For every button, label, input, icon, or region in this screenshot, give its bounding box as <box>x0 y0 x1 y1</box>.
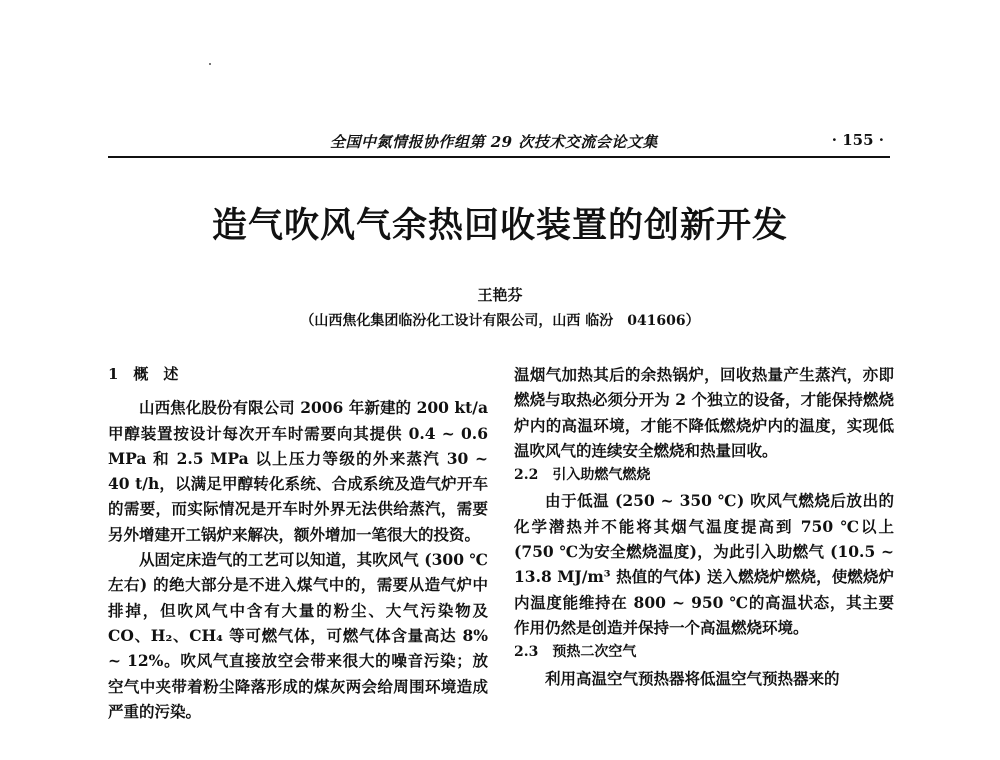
subsection-heading-2-2: 2.2 引入助燃气燃烧 <box>514 467 651 484</box>
journal-title: 全国中氮情报协作组第 29 次技术交流会论文集 <box>330 133 658 151</box>
left-column <box>108 362 488 724</box>
author-affiliation: （山西焦化集团临汾化工设计有限公司，山西 临汾 041606） <box>300 313 700 329</box>
paragraph-1: 山西焦化股份有限公司 2006 年新建的 200 kt/a 甲醇装置按设计每次开车时需要向其提供 0.4 ~ 0.6 MPa 和 2.5 MPa 以上压力等级的外来蒸汽 30 ~ 40 t/h，以满足甲醇转化系统、合成系统及造气炉开车的需要，而实际情况是开车时外界无法供给蒸汽，需要另外增建开工锅炉来解决，额外增加一笔很大的投资。 <box>108 398 488 544</box>
paragraph-2-2: 由于低温 (250 ~ 350 ℃) 吹风气燃烧后放出的化学潜热并不能将其烟气温度提高到 750 ℃以上 (750 ℃为安全燃烧温度)，为此引入助燃气 (10.5 ~ 13.8 MJ/m³ 热值的气体) 送入燃烧炉燃烧，使燃烧炉内温度能维持在 800 ~ 950 ℃的高温状态，其主要作用仍然是创造并保持一个高温燃烧环境。 <box>514 491 894 637</box>
subsection-heading-2-3: 2.3 预热二次空气 <box>514 644 637 661</box>
header-rule <box>108 156 890 158</box>
paragraph-2-3: 利用高温空气预热器将低温空气预热器来的 <box>545 668 840 688</box>
article-title: 造气吹风气余热回收装置的创新开发 <box>211 205 788 246</box>
right-column <box>514 362 894 691</box>
paragraph-continued: 温烟气加热其后的余热锅炉，回收热量产生蒸汽，亦即燃烧与取热必须分开为 2 个独立的设备，才能保持燃烧炉内的高温环境，才能不降低燃烧炉内的温度，实现低温吹风气的连续安全燃烧和热量回收。 <box>514 365 894 460</box>
scan-speck <box>209 63 211 65</box>
page-number: · 155 · <box>831 131 884 149</box>
section-heading-1: 1 概 述 <box>108 365 179 383</box>
paragraph-2: 从固定床造气的工艺可以知道，其吹风气 (300 ℃左右) 的绝大部分是不进入煤气中的，需要从造气炉中排掉，但吹风气中含有大量的粉尘、大气污染物及 CO、H₂、CH₄ 等可燃气体，可燃气体含量高达 8% ~ 12%。吹风气直接放空会带来很大的噪音污染；放空气中夹带着粉尘降落形成的煤灰两会给周围环境造成严重的污染。 <box>108 550 488 721</box>
running-header <box>108 129 888 155</box>
author-name: 王艳芬 <box>477 286 523 304</box>
